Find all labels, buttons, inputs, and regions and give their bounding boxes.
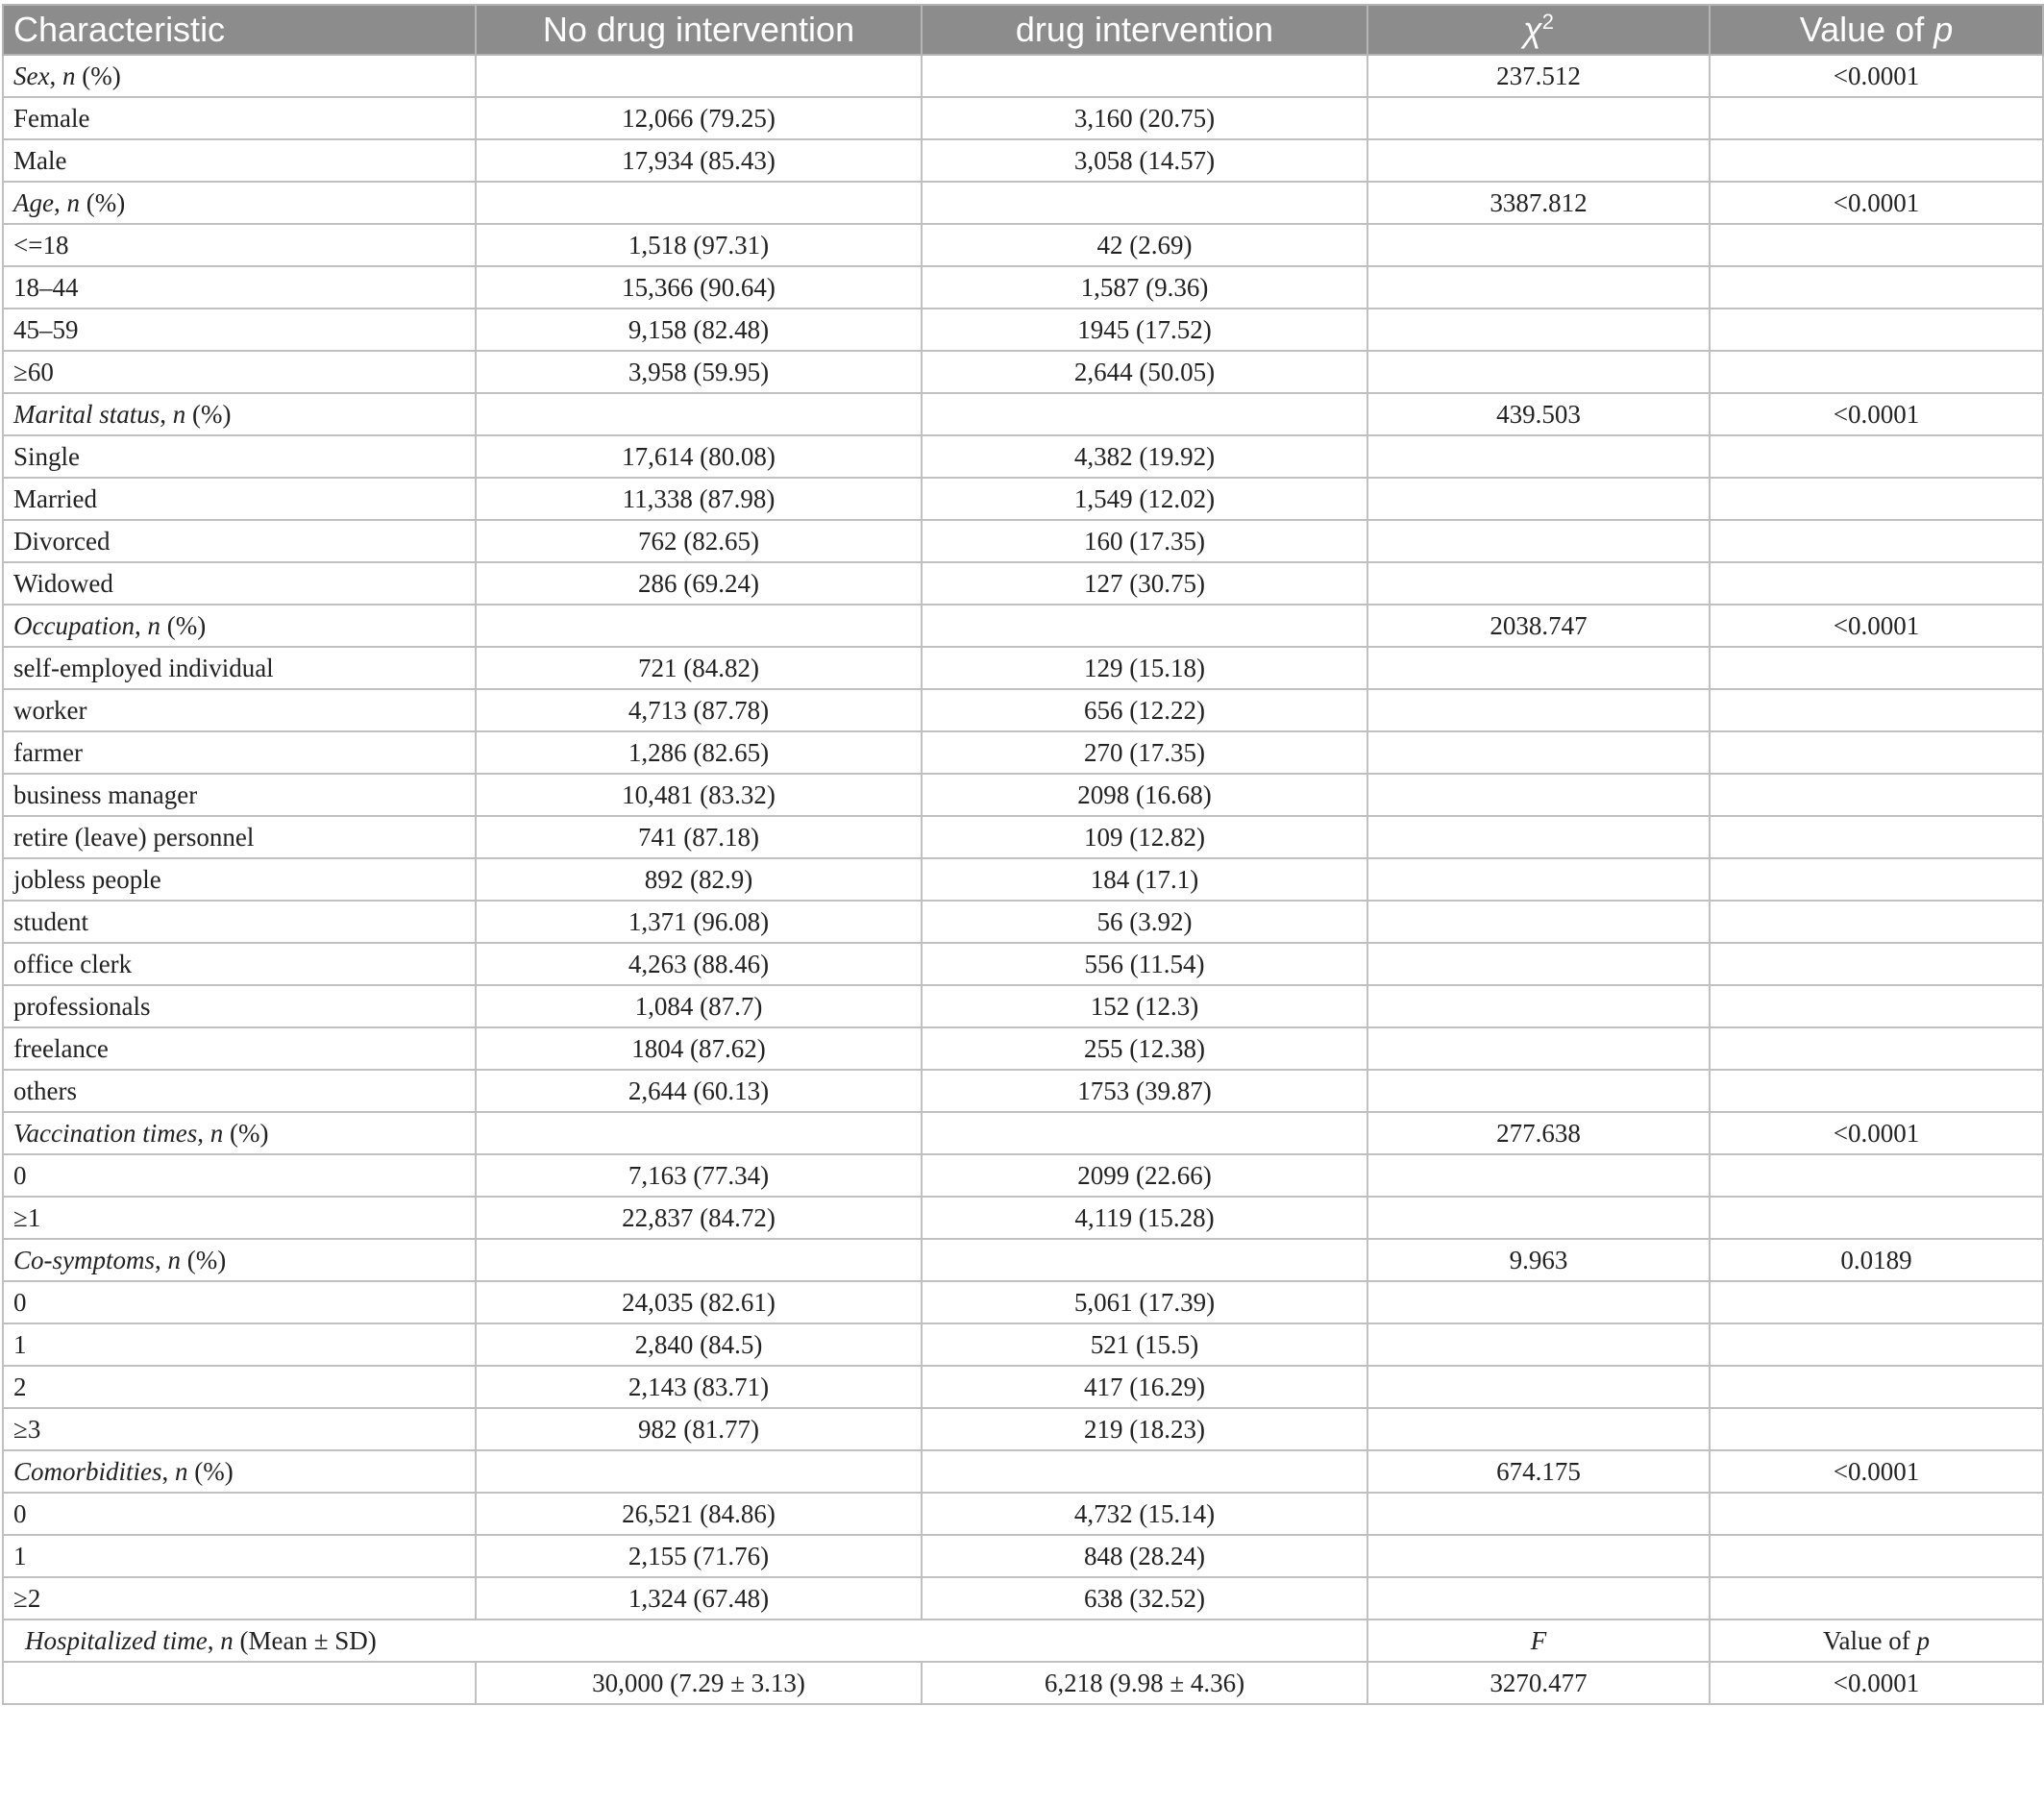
row-label: business manager: [3, 774, 476, 816]
group-p-value: <0.0001: [1710, 1450, 2043, 1493]
row-empty-cell: [1367, 139, 1710, 182]
row-drug: 56 (3.92): [922, 901, 1367, 943]
row-empty-cell: [1710, 139, 2043, 182]
row-no-drug: 2,143 (83.71): [476, 1366, 922, 1408]
group-suffix: (%): [75, 61, 121, 90]
group-empty-cell: [922, 1239, 1367, 1281]
table-row: [3, 1408, 2043, 1450]
row-label: Single: [3, 435, 476, 478]
row-empty-cell: [1367, 1366, 1710, 1408]
group-chi-square: 237.512: [1367, 55, 1710, 97]
table-row: [3, 1493, 2043, 1535]
table-row: [3, 647, 2043, 689]
row-no-drug: 17,934 (85.43): [476, 139, 922, 182]
table-row: [3, 266, 2043, 309]
row-no-drug: 17,614 (80.08): [476, 435, 922, 478]
table-row: [3, 1366, 2043, 1408]
hospitalized-p-header: [1710, 1620, 2043, 1662]
group-empty-cell: [922, 1450, 1367, 1493]
row-empty-cell: [1367, 1197, 1710, 1239]
row-label: Widowed: [3, 562, 476, 605]
group-n: n: [175, 1456, 188, 1486]
group-empty-cell: [922, 1112, 1367, 1154]
row-no-drug: 9,158 (82.48): [476, 309, 922, 351]
group-chi-square: 2038.747: [1367, 605, 1710, 647]
characteristics-table: [2, 4, 2044, 1705]
group-empty-cell: [476, 605, 922, 647]
group-label: Marital status, n (%): [3, 393, 476, 435]
table-row: [3, 1323, 2043, 1366]
row-empty-cell: [1367, 1027, 1710, 1070]
row-empty-cell: [1367, 774, 1710, 816]
table-row: [3, 1070, 2043, 1112]
group-chi-square: 439.503: [1367, 393, 1710, 435]
group-header-row: [3, 182, 2043, 224]
table-row: [3, 774, 2043, 816]
row-empty-cell: [1367, 562, 1710, 605]
row-drug: 5,061 (17.39): [922, 1281, 1367, 1323]
row-label: ≥3: [3, 1408, 476, 1450]
row-empty-cell: [1710, 943, 2043, 985]
group-suffix: (%): [160, 610, 207, 640]
group-empty-cell: [476, 55, 922, 97]
group-title: Occupation: [13, 610, 135, 640]
row-label: ≥60: [3, 351, 476, 393]
row-label: student: [3, 901, 476, 943]
row-empty-cell: [1367, 1281, 1710, 1323]
row-label: ≥1: [3, 1197, 476, 1239]
table-row: [3, 1281, 2043, 1323]
row-no-drug: 2,644 (60.13): [476, 1070, 922, 1112]
row-empty-cell: [1710, 901, 2043, 943]
group-n: n: [66, 187, 80, 217]
hospitalized-p-var: p: [1916, 1625, 1930, 1655]
table-row: [3, 309, 2043, 351]
row-no-drug: 10,481 (83.32): [476, 774, 922, 816]
header-no-drug: No drug intervention: [476, 5, 922, 55]
table-row: [3, 901, 2043, 943]
row-empty-cell: [1710, 1323, 2043, 1366]
row-no-drug: 15,366 (90.64): [476, 266, 922, 309]
table-row: [3, 139, 2043, 182]
header-row: [3, 5, 2043, 55]
group-header-row: [3, 55, 2043, 97]
row-empty-cell: [1710, 1154, 2043, 1197]
row-no-drug: 3,958 (59.95): [476, 351, 922, 393]
row-no-drug: 1,518 (97.31): [476, 224, 922, 266]
table-row: [3, 562, 2043, 605]
table-row: [3, 478, 2043, 520]
group-header-row: [3, 1239, 2043, 1281]
hospitalized-no-drug: 30,000 (7.29 ± 3.13): [476, 1662, 922, 1704]
group-title: Sex: [13, 61, 50, 90]
row-drug: 4,382 (19.92): [922, 435, 1367, 478]
row-label: farmer: [3, 731, 476, 774]
row-empty-cell: [1367, 435, 1710, 478]
row-empty-cell: [1367, 97, 1710, 139]
row-label: jobless people: [3, 858, 476, 901]
row-empty-cell: [1367, 351, 1710, 393]
row-empty-cell: [1710, 351, 2043, 393]
group-suffix: (%): [181, 1245, 227, 1274]
row-no-drug: 1,371 (96.08): [476, 901, 922, 943]
row-label: worker: [3, 689, 476, 731]
row-empty-cell: [1367, 816, 1710, 858]
group-chi-square: 9.963: [1367, 1239, 1710, 1281]
hospitalized-p: <0.0001: [1710, 1662, 2043, 1704]
hospitalized-stat: 3270.477: [1367, 1662, 1710, 1704]
group-p-value: <0.0001: [1710, 393, 2043, 435]
row-no-drug: 4,263 (88.46): [476, 943, 922, 985]
group-label: Vaccination times, n (%): [3, 1112, 476, 1154]
row-no-drug: 12,066 (79.25): [476, 97, 922, 139]
row-empty-cell: [1710, 1366, 2043, 1408]
table-row: [3, 1154, 2043, 1197]
group-empty-cell: [922, 55, 1367, 97]
row-empty-cell: [1710, 478, 2043, 520]
group-p-value: <0.0001: [1710, 55, 2043, 97]
group-suffix: (%): [223, 1118, 269, 1148]
hospitalized-section: [3, 1620, 2043, 1704]
group-suffix: (%): [187, 1456, 234, 1486]
row-no-drug: 286 (69.24): [476, 562, 922, 605]
row-no-drug: 11,338 (87.98): [476, 478, 922, 520]
group-empty-cell: [476, 393, 922, 435]
hospitalized-n: n: [220, 1625, 234, 1655]
row-no-drug: 7,163 (77.34): [476, 1154, 922, 1197]
group-header-row: [3, 605, 2043, 647]
row-empty-cell: [1710, 1070, 2043, 1112]
row-drug: 1945 (17.52): [922, 309, 1367, 351]
group-p-value: <0.0001: [1710, 1112, 2043, 1154]
table-row: [3, 520, 2043, 562]
row-drug: 152 (12.3): [922, 985, 1367, 1027]
row-empty-cell: [1367, 266, 1710, 309]
row-no-drug: 1,286 (82.65): [476, 731, 922, 774]
table-row: [3, 435, 2043, 478]
row-drug: 127 (30.75): [922, 562, 1367, 605]
row-empty-cell: [1710, 309, 2043, 351]
group-n: n: [62, 61, 76, 90]
row-drug: 109 (12.82): [922, 816, 1367, 858]
group-title: Vaccination times: [13, 1118, 198, 1148]
row-label: ≥2: [3, 1577, 476, 1620]
row-drug: 129 (15.18): [922, 647, 1367, 689]
row-empty-cell: [1710, 816, 2043, 858]
group-label: Sex, n (%): [3, 55, 476, 97]
table-body: [3, 55, 2043, 1620]
group-title: Co-symptoms: [13, 1245, 155, 1274]
row-empty-cell: [1367, 689, 1710, 731]
group-p-value: <0.0001: [1710, 605, 2043, 647]
table-row: [3, 858, 2043, 901]
group-title: Comorbidities: [13, 1456, 162, 1486]
group-header-row: [3, 1112, 2043, 1154]
table-row: [3, 1027, 2043, 1070]
row-label: 0: [3, 1281, 476, 1323]
row-no-drug: 1,084 (87.7): [476, 985, 922, 1027]
row-label: office clerk: [3, 943, 476, 985]
header-p-prefix: Value of: [1799, 10, 1934, 49]
table-row: [3, 816, 2043, 858]
group-empty-cell: [476, 182, 922, 224]
row-label: 1: [3, 1323, 476, 1366]
row-empty-cell: [1710, 858, 2043, 901]
row-empty-cell: [1710, 647, 2043, 689]
group-empty-cell: [476, 1450, 922, 1493]
row-no-drug: 721 (84.82): [476, 647, 922, 689]
row-no-drug: 1804 (87.62): [476, 1027, 922, 1070]
row-drug: 219 (18.23): [922, 1408, 1367, 1450]
row-empty-cell: [1710, 1493, 2043, 1535]
table-row: [3, 985, 2043, 1027]
table-row: [3, 97, 2043, 139]
row-empty-cell: [1367, 1408, 1710, 1450]
group-chi-square: 674.175: [1367, 1450, 1710, 1493]
group-empty-cell: [476, 1239, 922, 1281]
group-label: Co-symptoms, n (%): [3, 1239, 476, 1281]
group-empty-cell: [476, 1112, 922, 1154]
group-p-value: 0.0189: [1710, 1239, 2043, 1281]
group-title: Age: [13, 187, 54, 217]
row-empty-cell: [1710, 1535, 2043, 1577]
row-label: freelance: [3, 1027, 476, 1070]
row-label: 45–59: [3, 309, 476, 351]
row-label: professionals: [3, 985, 476, 1027]
header-drug: drug intervention: [922, 5, 1367, 55]
row-drug: 2099 (22.66): [922, 1154, 1367, 1197]
row-no-drug: 4,713 (87.78): [476, 689, 922, 731]
row-empty-cell: [1710, 520, 2043, 562]
row-no-drug: 22,837 (84.72): [476, 1197, 922, 1239]
hospitalized-rest: (Mean ± SD): [233, 1625, 377, 1655]
group-n: n: [147, 610, 160, 640]
row-no-drug: 26,521 (84.86): [476, 1493, 922, 1535]
group-label: Age, n (%): [3, 182, 476, 224]
hospitalized-header-row: [3, 1620, 2043, 1662]
row-no-drug: 24,035 (82.61): [476, 1281, 922, 1323]
row-empty-cell: [1710, 97, 2043, 139]
row-empty-cell: [1367, 943, 1710, 985]
hospitalized-stat-header: F: [1367, 1620, 1710, 1662]
row-label: Married: [3, 478, 476, 520]
row-empty-cell: [1367, 901, 1710, 943]
group-label: Occupation, n (%): [3, 605, 476, 647]
hospitalized-title: Hospitalized time: [25, 1625, 208, 1655]
group-n: n: [172, 399, 186, 429]
row-label: Female: [3, 97, 476, 139]
group-title: Marital status: [13, 399, 160, 429]
group-p-value: <0.0001: [1710, 182, 2043, 224]
row-drug: 417 (16.29): [922, 1366, 1367, 1408]
group-suffix: (%): [79, 187, 126, 217]
row-empty-cell: [1710, 1408, 2043, 1450]
hospitalized-p-prefix: Value of: [1823, 1625, 1917, 1655]
row-empty-cell: [1367, 1577, 1710, 1620]
row-label: Male: [3, 139, 476, 182]
row-drug: 848 (28.24): [922, 1535, 1367, 1577]
group-empty-cell: [922, 393, 1367, 435]
row-no-drug: 762 (82.65): [476, 520, 922, 562]
row-no-drug: 741 (87.18): [476, 816, 922, 858]
row-empty-cell: [1367, 520, 1710, 562]
row-empty-cell: [1367, 858, 1710, 901]
row-drug: 521 (15.5): [922, 1323, 1367, 1366]
row-drug: 556 (11.54): [922, 943, 1367, 985]
hospitalized-label: Hospitalized time, n (Mean ± SD): [3, 1620, 1367, 1662]
row-empty-cell: [1710, 266, 2043, 309]
row-drug: 4,732 (15.14): [922, 1493, 1367, 1535]
row-drug: 255 (12.38): [922, 1027, 1367, 1070]
table-row: [3, 1535, 2043, 1577]
header-p-value: [1710, 5, 2043, 55]
table-row: [3, 1577, 2043, 1620]
row-drug: 270 (17.35): [922, 731, 1367, 774]
row-drug: 1753 (39.87): [922, 1070, 1367, 1112]
row-empty-cell: [1710, 1281, 2043, 1323]
row-drug: 3,160 (20.75): [922, 97, 1367, 139]
row-drug: 184 (17.1): [922, 858, 1367, 901]
group-header-row: [3, 393, 2043, 435]
row-empty-cell: [1710, 689, 2043, 731]
row-empty-cell: [1367, 647, 1710, 689]
row-empty-cell: [1710, 435, 2043, 478]
table-row: [3, 1197, 2043, 1239]
table-row: [3, 943, 2043, 985]
row-drug: 2098 (16.68): [922, 774, 1367, 816]
table-row: [3, 689, 2043, 731]
row-label: 0: [3, 1154, 476, 1197]
header-characteristic: Characteristic: [3, 5, 476, 55]
row-drug: 3,058 (14.57): [922, 139, 1367, 182]
row-label: retire (leave) personnel: [3, 816, 476, 858]
row-empty-cell: [1367, 731, 1710, 774]
group-suffix: (%): [185, 399, 232, 429]
row-drug: 160 (17.35): [922, 520, 1367, 562]
row-empty-cell: [1710, 731, 2043, 774]
row-drug: 42 (2.69): [922, 224, 1367, 266]
row-drug: 4,119 (15.28): [922, 1197, 1367, 1239]
row-no-drug: 2,840 (84.5): [476, 1323, 922, 1366]
row-empty-cell: [1710, 1577, 2043, 1620]
row-drug: 1,549 (12.02): [922, 478, 1367, 520]
row-drug: 638 (32.52): [922, 1577, 1367, 1620]
row-label: Divorced: [3, 520, 476, 562]
hospitalized-drug: 6,218 (9.98 ± 4.36): [922, 1662, 1367, 1704]
table-row: [3, 224, 2043, 266]
row-drug: 1,587 (9.36): [922, 266, 1367, 309]
row-empty-cell: [1710, 1197, 2043, 1239]
row-label: 18–44: [3, 266, 476, 309]
row-empty-cell: [1367, 1323, 1710, 1366]
chi-superscript: 2: [1541, 10, 1554, 34]
group-n: n: [167, 1245, 181, 1274]
row-empty-cell: [1367, 478, 1710, 520]
row-empty-cell: [1710, 562, 2043, 605]
header-p-var: p: [1933, 10, 1954, 49]
header-chi-square: [1367, 5, 1710, 55]
group-n: n: [209, 1118, 224, 1148]
row-empty-cell: [1367, 309, 1710, 351]
row-empty-cell: [1367, 985, 1710, 1027]
row-no-drug: 2,155 (71.76): [476, 1535, 922, 1577]
row-empty-cell: [1710, 224, 2043, 266]
row-drug: 656 (12.22): [922, 689, 1367, 731]
row-label: others: [3, 1070, 476, 1112]
row-empty-cell: [1367, 1493, 1710, 1535]
row-empty-cell: [1367, 1535, 1710, 1577]
group-empty-cell: [922, 605, 1367, 647]
row-empty-cell: [1710, 1027, 2043, 1070]
chi-symbol: χ: [1523, 10, 1542, 49]
row-label: 0: [3, 1493, 476, 1535]
table-row: [3, 731, 2043, 774]
table-row: [3, 351, 2043, 393]
group-chi-square: 3387.812: [1367, 182, 1710, 224]
row-no-drug: 892 (82.9): [476, 858, 922, 901]
row-label: self-employed individual: [3, 647, 476, 689]
row-drug: 2,644 (50.05): [922, 351, 1367, 393]
row-no-drug: 982 (81.77): [476, 1408, 922, 1450]
row-label: 2: [3, 1366, 476, 1408]
row-empty-cell: [1710, 985, 2043, 1027]
row-label: 1: [3, 1535, 476, 1577]
row-empty-cell: [1710, 774, 2043, 816]
group-empty-cell: [922, 182, 1367, 224]
hospitalized-empty-cell: [3, 1662, 476, 1704]
row-empty-cell: [1367, 1070, 1710, 1112]
row-label: <=18: [3, 224, 476, 266]
row-empty-cell: [1367, 224, 1710, 266]
group-label: Comorbidities, n (%): [3, 1450, 476, 1493]
row-no-drug: 1,324 (67.48): [476, 1577, 922, 1620]
hospitalized-value-row: [3, 1662, 2043, 1704]
group-header-row: [3, 1450, 2043, 1493]
row-empty-cell: [1367, 1154, 1710, 1197]
group-chi-square: 277.638: [1367, 1112, 1710, 1154]
